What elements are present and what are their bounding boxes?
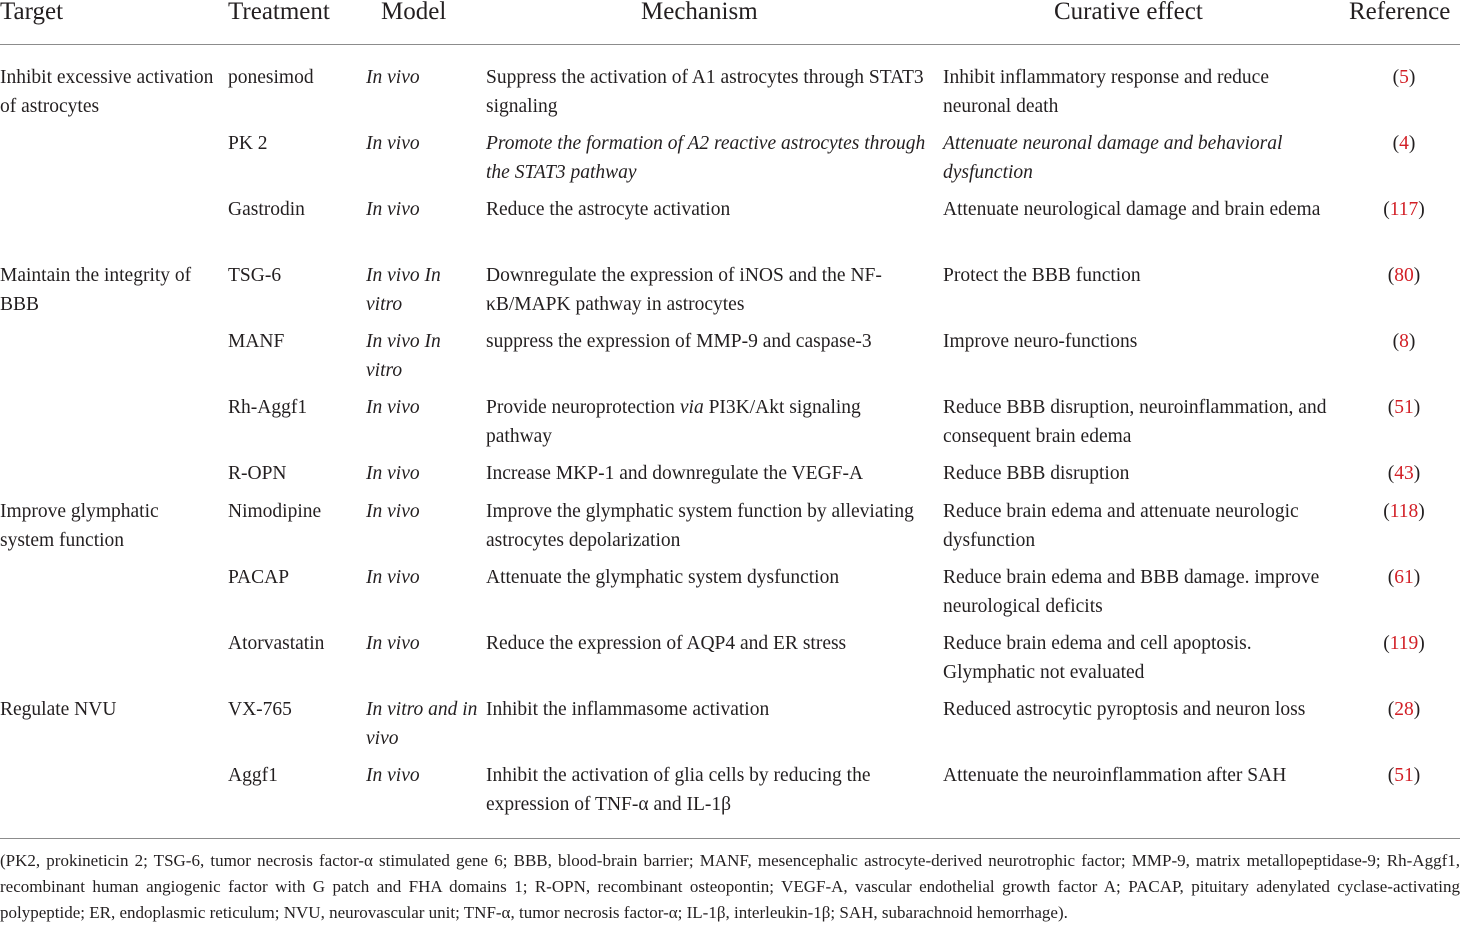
cell-reference: (8)	[1392, 331, 1416, 352]
reference-link[interactable]: 51	[1394, 397, 1414, 418]
cell-treatment: Gastrodin	[228, 199, 305, 220]
header-rule	[0, 44, 1460, 45]
reference-link[interactable]: 8	[1399, 331, 1409, 352]
cell-treatment: PACAP	[228, 567, 290, 588]
cell-mechanism: Downregulate the expression of iNOS and the NF-κB/MAPK pathway in astrocytes	[486, 265, 882, 315]
mechanism-via: via	[679, 397, 704, 418]
header-target: Target	[0, 0, 64, 25]
cell-curative-effect: Reduce brain edema and cell apoptosis. Glymphatic not evaluated	[943, 633, 1252, 683]
cell-treatment: Nimodipine	[228, 501, 322, 522]
reference-link[interactable]: 5	[1399, 67, 1409, 88]
header-mechanism: Mechanism	[641, 0, 758, 25]
cell-mechanism: Reduce the astrocyte activation	[486, 199, 731, 220]
cell-mechanism: Inhibit the inflammasome activation	[486, 699, 770, 720]
cell-treatment: Aggf1	[228, 765, 278, 786]
cell-treatment: VX-765	[228, 699, 292, 720]
reference-link[interactable]: 119	[1389, 633, 1419, 654]
cell-curative-effect: Reduce brain edema and attenuate neurologic dysfunction	[943, 501, 1299, 551]
cell-model: In vivo	[366, 501, 420, 522]
cell-curative-effect: Improve neuro-functions	[943, 331, 1138, 352]
cell-reference: (51)	[1387, 397, 1421, 418]
cell-curative-effect: Reduce BBB disruption, neuroinflammation, and consequent brain edema	[943, 397, 1327, 447]
reference-link[interactable]: 4	[1399, 133, 1409, 154]
cell-reference: (117)	[1383, 199, 1425, 220]
cell-target: Maintain the integrity of BBB	[0, 265, 192, 315]
cell-target: Regulate NVU	[0, 699, 117, 720]
cell-mechanism: Inhibit the activation of glia cells by reducing the expression of TNF-α and IL-1β	[486, 765, 871, 815]
cell-treatment: MANF	[228, 331, 285, 352]
cell-model: In vivo	[366, 633, 420, 654]
cell-curative-effect: Inhibit inflammatory response and reduce neuronal death	[943, 67, 1269, 117]
cell-model: In vitro and in vivo	[366, 699, 478, 749]
cell-reference: (51)	[1387, 765, 1421, 786]
cell-curative-effect: Protect the BBB function	[943, 265, 1141, 286]
reference-link[interactable]: 28	[1394, 699, 1414, 720]
reference-link[interactable]: 118	[1389, 501, 1419, 522]
cell-mechanism: Increase MKP-1 and downregulate the VEGF-A	[486, 463, 864, 484]
cell-treatment: Rh-Aggf1	[228, 397, 308, 418]
cell-reference: (5)	[1392, 67, 1416, 88]
cell-mechanism: Promote the formation of A2 reactive astrocytes through the STAT3 pathway	[486, 133, 926, 183]
cell-mechanism: Improve the glymphatic system function by alleviating astrocytes depolarization	[486, 501, 914, 551]
cell-mechanism: Attenuate the glymphatic system dysfunction	[486, 567, 840, 588]
cell-model: In vivo	[366, 397, 420, 418]
cell-treatment: R-OPN	[228, 463, 287, 484]
cell-target: Improve glymphatic system function	[0, 501, 159, 551]
header-reference: Reference	[1349, 0, 1451, 25]
cell-model: In vivo In vitro	[366, 331, 441, 381]
cell-curative-effect: Reduce BBB disruption	[943, 463, 1130, 484]
cell-model: In vivo	[366, 567, 420, 588]
cell-treatment: Atorvastatin	[228, 633, 325, 654]
cell-model: In vivo	[366, 199, 420, 220]
cell-model: In vivo	[366, 67, 420, 88]
cell-target: Inhibit excessive activation of astrocytes	[0, 67, 214, 117]
header-model: Model	[381, 0, 447, 25]
header-treatment: Treatment	[228, 0, 330, 25]
mechanism-text: Provide neuroprotection	[486, 397, 680, 418]
cell-reference: (80)	[1387, 265, 1421, 286]
cell-model: In vivo	[366, 765, 420, 786]
cell-model: In vivo In vitro	[366, 265, 441, 315]
cell-curative-effect: Attenuate neuronal damage and behavioral dysfunction	[943, 133, 1283, 183]
cell-treatment: PK 2	[228, 133, 268, 154]
cell-curative-effect: Reduce brain edema and BBB damage. improve neurological deficits	[943, 567, 1320, 617]
cell-treatment: TSG-6	[228, 265, 282, 286]
reference-link[interactable]: 43	[1394, 463, 1414, 484]
reference-link[interactable]: 80	[1394, 265, 1414, 286]
table-header	[0, 0, 1460, 30]
cell-mechanism: Suppress the activation of A1 astrocytes through STAT3 signaling	[486, 67, 924, 117]
cell-reference: (61)	[1387, 567, 1421, 588]
table-footnote: (PK2, prokineticin 2; TSG-6, tumor necrosis factor-α stimulated gene 6; BBB, blood-brain barrier; MANF, mesencephalic astrocyte-derived neurotrophic factor; MMP-9, matrix metallopeptidase-9; Rh-Aggf1, recombinant human angiogenic factor with G patch and FHA domains 1; R-OPN, recombinant osteopontin; VEGF-A, vascular endothelial growth factor A; PACAP, pituitary adenylated cyclase-activating polypeptide; ER, endoplasmic reticulum; NVU, neurovascular unit; TNF-α, tumor necrosis factor-α; IL-1β, interleukin-1β; SAH, subarachnoid hemorrhage).	[0, 851, 1460, 922]
cell-curative-effect: Reduced astrocytic pyroptosis and neuron loss	[943, 699, 1306, 720]
cell-reference: (4)	[1392, 133, 1416, 154]
cell-curative-effect: Attenuate neurological damage and brain edema	[943, 199, 1321, 220]
cell-reference: (43)	[1387, 463, 1421, 484]
cell-reference: (118)	[1383, 501, 1425, 522]
cell-mechanism	[486, 394, 931, 451]
cell-reference: (28)	[1387, 699, 1421, 720]
reference-link[interactable]: 117	[1389, 199, 1419, 220]
cell-reference: (119)	[1383, 633, 1425, 654]
reference-link[interactable]: 61	[1394, 567, 1414, 588]
cell-mechanism: suppress the expression of MMP-9 and caspase-3	[486, 331, 872, 352]
bottom-rule	[0, 838, 1460, 839]
cell-mechanism: Reduce the expression of AQP4 and ER stress	[486, 633, 847, 654]
reference-link[interactable]: 51	[1394, 765, 1414, 786]
cell-model: In vivo	[366, 133, 420, 154]
mechanism-text: PI3K/Akt signaling pathway	[486, 397, 861, 447]
cell-treatment: ponesimod	[228, 67, 314, 88]
header-curative-effect: Curative effect	[1054, 0, 1203, 25]
cell-curative-effect: Attenuate the neuroinflammation after SAH	[943, 765, 1287, 786]
cell-model: In vivo	[366, 463, 420, 484]
